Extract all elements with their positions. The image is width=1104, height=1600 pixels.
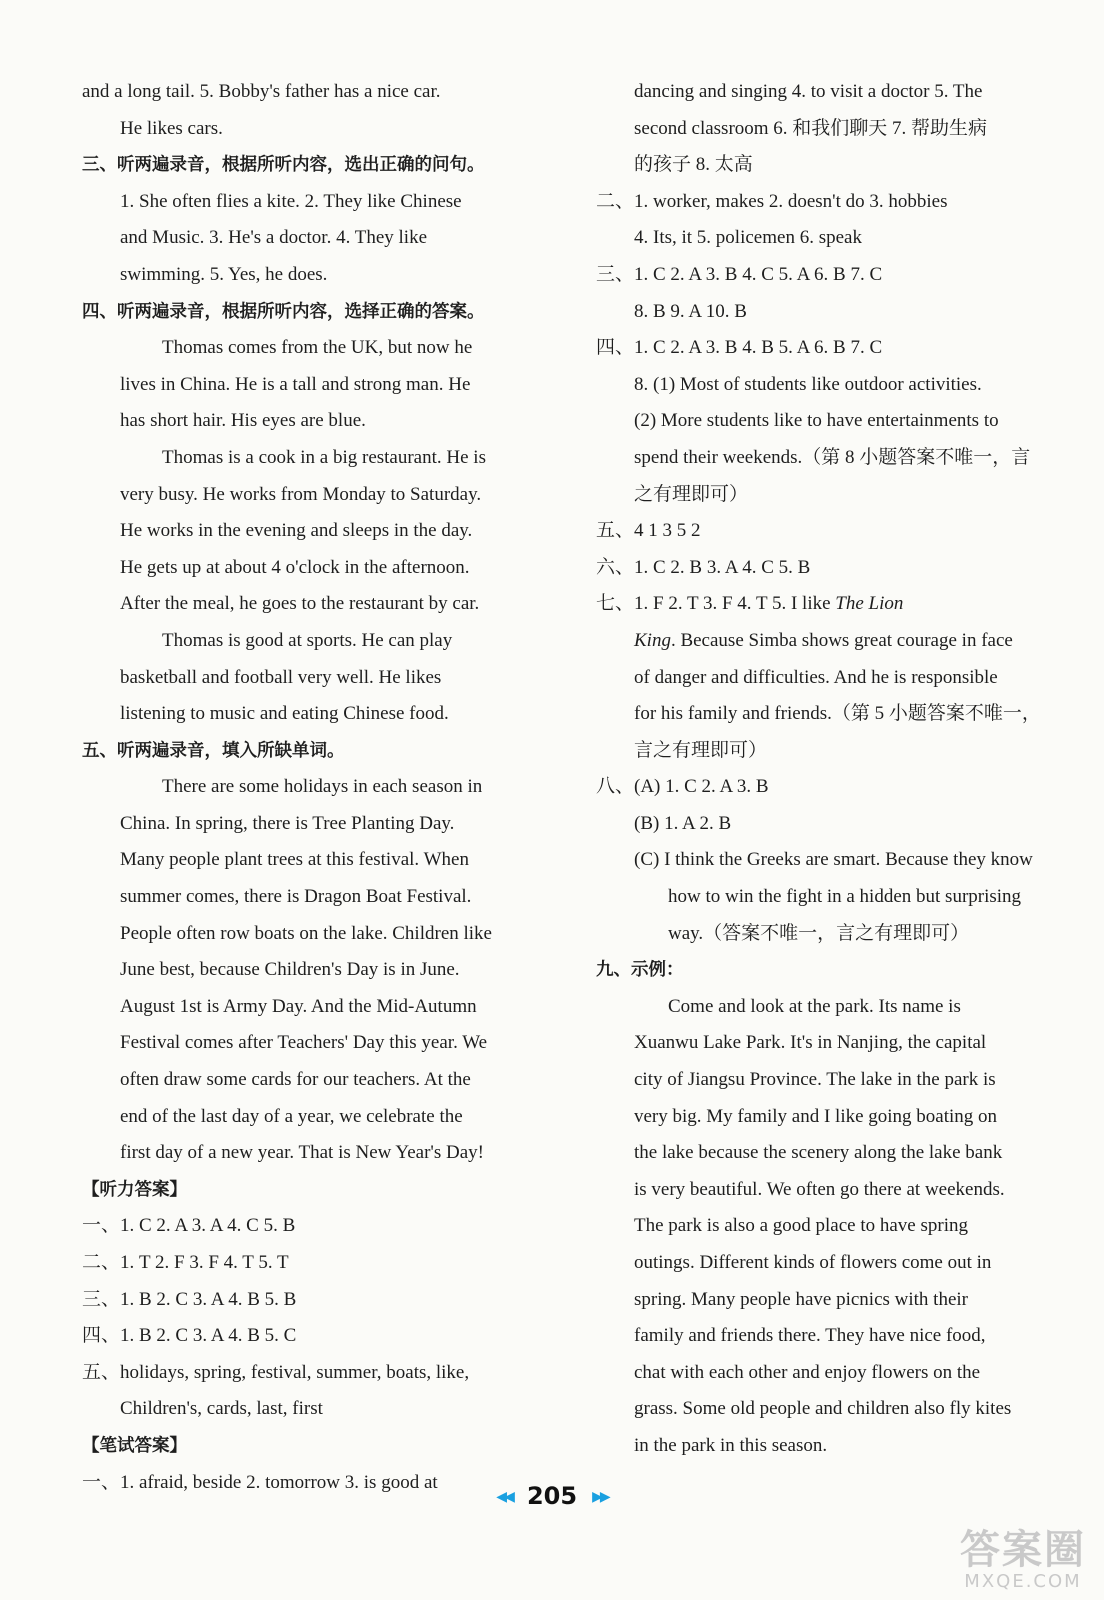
essay-line: grass. Some old people and children also fly kites bbox=[634, 1398, 1012, 1420]
text-line: Thomas is good at sports. He can play bbox=[162, 629, 453, 651]
text-line: China. In spring, there is Tree Planting Day. bbox=[120, 812, 455, 834]
text-line: People often row boats on the lake. Children like bbox=[120, 922, 492, 944]
movie-title-part: The Lion bbox=[835, 593, 904, 615]
text-line: very busy. He works from Monday to Saturday. bbox=[120, 483, 482, 505]
essay-line: city of Jiangsu Province. The lake in the park is bbox=[634, 1069, 996, 1091]
answer-line: 一、1. afraid, beside 2. tomorrow 3. is good at bbox=[82, 1471, 438, 1493]
answer-line: how to win the fight in a hidden but surprising bbox=[668, 886, 1022, 908]
answer-line: 之有理即可） bbox=[634, 483, 749, 505]
essay-line: is very beautiful. We often go there at weekends. bbox=[634, 1178, 1005, 1200]
text-line: After the meal, he goes to the restaurant by car. bbox=[120, 593, 480, 615]
text-line: lives in China. He is a tall and strong man. He bbox=[120, 373, 471, 395]
text-line: He gets up at about 4 o'clock in the afternoon. bbox=[120, 556, 470, 578]
text-line: He likes cars. bbox=[120, 117, 223, 139]
text-line: There are some holidays in each season in bbox=[162, 776, 483, 798]
text-line: He works in the evening and sleeps in the day. bbox=[120, 520, 473, 542]
answer-line: (B) 1. A 2. B bbox=[634, 812, 732, 834]
answer-line: 五、4 1 3 5 2 bbox=[596, 520, 701, 542]
answer-line: 一、1. C 2. A 3. A 4. C 5. B bbox=[82, 1215, 296, 1237]
text-line: second classroom 6. 和我们聊天 7. 帮助生病 bbox=[634, 117, 988, 139]
text-line: Thomas comes from the UK, but now he bbox=[162, 337, 473, 359]
text-line: basketball and football very well. He likes bbox=[120, 666, 442, 688]
text-line: and Music. 3. He's a doctor. 4. They like bbox=[120, 227, 428, 249]
answer-line bbox=[596, 623, 1086, 660]
text-line: Many people plant trees at this festival. When bbox=[120, 849, 469, 871]
answer-line: 二、1. T 2. F 3. F 4. T 5. T bbox=[82, 1252, 289, 1273]
text-run: 七、1. F 2. T 3. F 4. T 5. I like bbox=[596, 593, 836, 615]
answer-line: (2) More students like to have entertainments to bbox=[634, 410, 999, 432]
answer-line: 8. (1) Most of students like outdoor activities. bbox=[634, 373, 982, 395]
essay-line: chat with each other and enjoy flowers on the bbox=[634, 1361, 981, 1383]
text-line: first day of a new year. That is New Year's Day! bbox=[120, 1142, 484, 1164]
essay-line: Come and look at the park. Its name is bbox=[668, 995, 961, 1017]
text-line: summer comes, there is Dragon Boat Festival. bbox=[120, 886, 472, 908]
prev-arrows-icon: ◀◀ bbox=[496, 1489, 512, 1505]
answer-line: 五、holidays, spring, festival, summer, boats, like, bbox=[82, 1361, 470, 1383]
answer-line: 4. Its, it 5. policemen 6. speak bbox=[634, 227, 862, 249]
answer-line: of danger and difficulties. And he is responsible bbox=[634, 666, 998, 688]
answer-line: 三、1. C 2. A 3. B 4. C 5. A 6. B 7. C bbox=[596, 263, 883, 285]
text-line: swimming. 5. Yes, he does. bbox=[120, 263, 328, 285]
text-line: end of the last day of a year, we celebrate the bbox=[120, 1105, 463, 1127]
answer-line: 六、1. C 2. B 3. A 4. C 5. B bbox=[596, 556, 811, 578]
answer-line: 二、1. worker, makes 2. doesn't do 3. hobbies bbox=[596, 190, 948, 212]
text-line: Festival comes after Teachers' Day this year. We bbox=[120, 1032, 488, 1054]
text-run: . Because Simba shows great courage in face bbox=[670, 629, 1013, 651]
answer-line: (C) I think the Greeks are smart. Because they know bbox=[634, 849, 1033, 871]
answer-line: 四、1. B 2. C 3. A 4. B 5. C bbox=[82, 1325, 297, 1347]
answer-heading-written: 【笔试答案】 bbox=[82, 1435, 187, 1456]
essay-line: the lake because the scenery along the lake bank bbox=[634, 1142, 1003, 1164]
text-line: often draw some cards for our teachers. At the bbox=[120, 1069, 471, 1091]
answer-line: Children's, cards, last, first bbox=[120, 1398, 323, 1420]
answer-line: 言之有理即可） bbox=[634, 739, 768, 761]
essay-line: Xuanwu Lake Park. It's in Nanjing, the capital bbox=[634, 1032, 987, 1054]
essay-line: outings. Different kinds of flowers come out in bbox=[634, 1252, 992, 1273]
text-line: and a long tail. 5. Bobby's father has a nice car. bbox=[82, 81, 441, 102]
answer-line bbox=[596, 586, 1086, 623]
section-heading: 五、听两遍录音，填入所缺单词。 bbox=[82, 740, 345, 761]
page-footer bbox=[0, 1482, 1104, 1510]
text-line: dancing and singing 4. to visit a doctor 5. The bbox=[634, 81, 983, 102]
answer-heading-listening: 【听力答案】 bbox=[82, 1179, 187, 1200]
text-line: has short hair. His eyes are blue. bbox=[120, 410, 366, 432]
text-line: June best, because Children's Day is in June. bbox=[120, 959, 460, 981]
answer-line: for his family and friends.（第 5 小题答案不唯一， bbox=[634, 703, 1041, 725]
essay-line: in the park in this season. bbox=[634, 1434, 828, 1456]
watermark-text: 答案圈 bbox=[960, 1527, 1086, 1573]
section-heading: 三、听两遍录音，根据所听内容，选出正确的问句。 bbox=[82, 155, 485, 176]
answer-line: 8. B 9. A 10. B bbox=[634, 300, 747, 322]
text-line: 的孩子 8. 太高 bbox=[634, 154, 753, 176]
next-arrows-icon: ▶▶ bbox=[592, 1489, 608, 1505]
essay-line: spring. Many people have picnics with their bbox=[634, 1288, 969, 1310]
answer-line: 三、1. B 2. C 3. A 4. B 5. B bbox=[82, 1288, 297, 1310]
text-line: Thomas is a cook in a big restaurant. He is bbox=[162, 446, 486, 468]
answer-line: spend their weekends.（第 8 小题答案不唯一，言 bbox=[634, 446, 1031, 468]
text-line: August 1st is Army Day. And the Mid-Autumn bbox=[120, 995, 477, 1017]
left-column bbox=[82, 74, 570, 1501]
movie-title-part: King bbox=[634, 629, 671, 651]
page-number: 205 bbox=[526, 1482, 578, 1510]
essay-line: The park is also a good place to have spring bbox=[634, 1215, 968, 1237]
right-column bbox=[596, 74, 1086, 1465]
answer-line: way.（答案不唯一，言之有理即可） bbox=[668, 922, 970, 944]
text-line: listening to music and eating Chinese food. bbox=[120, 703, 449, 725]
essay-line: very big. My family and I like going boating on bbox=[634, 1105, 998, 1127]
watermark-logo bbox=[960, 1518, 1086, 1592]
essay-line: family and friends there. They have nice food, bbox=[634, 1325, 986, 1347]
section-heading: 九、示例： bbox=[596, 960, 684, 981]
answer-line: 四、1. C 2. A 3. B 4. B 5. A 6. B 7. C bbox=[596, 337, 883, 359]
answer-line: 八、(A) 1. C 2. A 3. B bbox=[596, 776, 769, 798]
section-heading: 四、听两遍录音，根据所听内容，选择正确的答案。 bbox=[82, 301, 485, 322]
watermark-url: MXQE.COM bbox=[964, 1571, 1082, 1592]
text-line: 1. She often flies a kite. 2. They like Chinese bbox=[120, 190, 462, 212]
